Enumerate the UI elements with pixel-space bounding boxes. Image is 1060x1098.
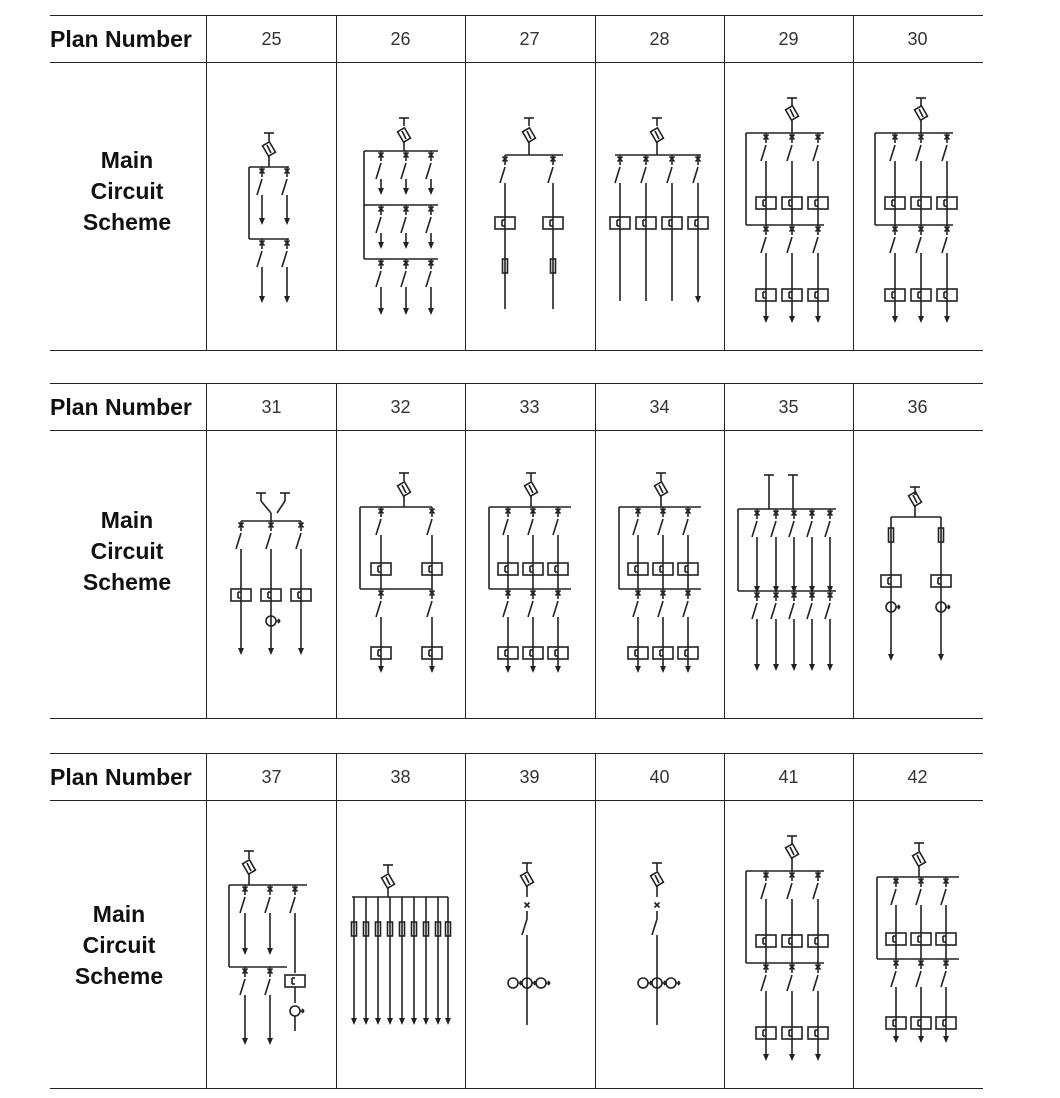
circuit-diagram: [853, 431, 982, 718]
header-row: [50, 753, 983, 801]
circuit-diagram: [465, 801, 594, 1088]
plan-number: 42: [907, 766, 928, 787]
circuit-diagram: [336, 63, 465, 350]
plan-number: 38: [390, 766, 411, 787]
plan-number-label: Plan Number: [50, 25, 192, 52]
circuit-diagram: [853, 63, 982, 350]
circuit-diagram: [465, 63, 594, 350]
circuit-diagram: [724, 801, 853, 1088]
plan-number: 41: [778, 766, 799, 787]
scheme-row: [50, 63, 983, 351]
main-circuit-scheme-label: Main Circuit Scheme: [82, 507, 172, 595]
circuit-diagram: [724, 431, 853, 718]
main-circuit-scheme-label: Main Circuit Scheme: [82, 147, 172, 235]
plan-table-3: [50, 753, 983, 1089]
header-row: [50, 383, 983, 431]
circuit-diagram: [595, 431, 724, 718]
plan-table-1: [50, 15, 983, 351]
plan-number: 40: [649, 766, 670, 787]
circuit-diagram: [853, 801, 982, 1088]
header-row: [50, 15, 983, 63]
main-circuit-scheme-label: Main Circuit Scheme: [74, 901, 164, 989]
plan-number-label: Plan Number: [50, 393, 192, 420]
circuit-diagram: [336, 801, 465, 1088]
plan-number: 36: [907, 396, 928, 417]
scheme-row: [50, 431, 983, 719]
plan-number: 28: [649, 28, 670, 49]
circuit-diagram: [336, 431, 465, 718]
circuit-diagram: [207, 431, 336, 718]
plan-number: 39: [519, 766, 540, 787]
plan-number: 26: [390, 28, 411, 49]
plan-number: 30: [907, 28, 928, 49]
circuit-diagram: [595, 63, 724, 350]
circuit-diagram: [724, 63, 853, 350]
plan-number: 31: [261, 396, 282, 417]
plan-number: 37: [261, 766, 282, 787]
plan-number: 35: [778, 396, 799, 417]
plan-number: 33: [519, 396, 540, 417]
plan-table-2: [50, 383, 983, 719]
circuit-diagram: [207, 801, 336, 1088]
scheme-row: [50, 801, 983, 1089]
plan-number: 25: [261, 28, 282, 49]
plan-number: 27: [519, 28, 540, 49]
circuit-diagram: [465, 431, 594, 718]
plan-number: 34: [649, 396, 670, 417]
plan-number: 29: [778, 28, 799, 49]
circuit-diagram: [595, 801, 724, 1088]
plan-number-label: Plan Number: [50, 763, 192, 790]
plan-number: 32: [390, 396, 411, 417]
circuit-diagram: [207, 63, 336, 350]
